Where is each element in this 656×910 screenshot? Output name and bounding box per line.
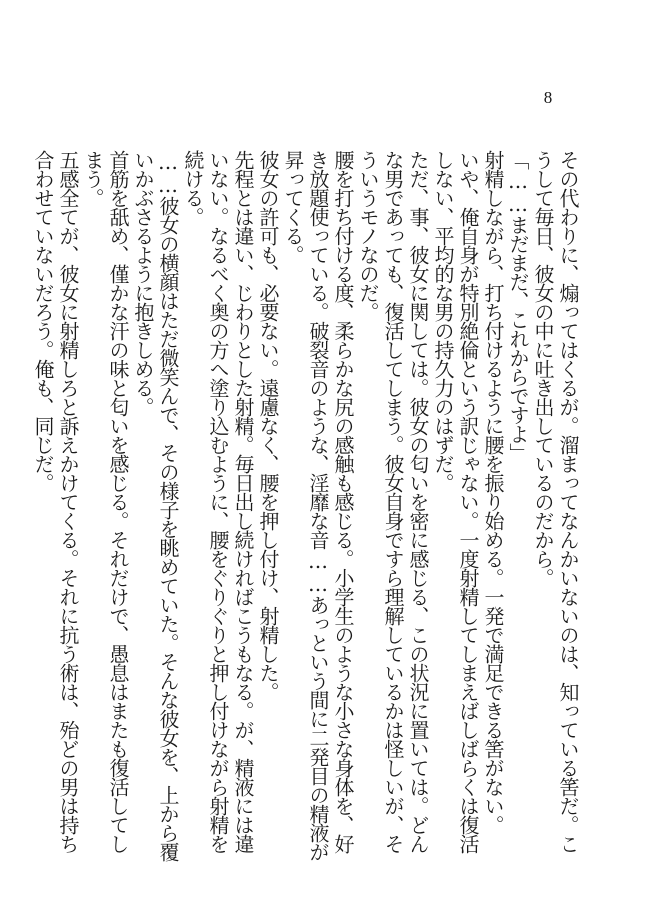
text-block (31, 150, 580, 870)
paragraph-1: その代わりに、煽ってはくるが。溜まってなんかいないのは、知っている筈だ。こうして毎日、彼女の中に吐き出しているのだから。 (531, 150, 580, 853)
paragraph-3: 射精しながら、打ち付けるように腰を振り始める。一発で満足できる筈がない。 (481, 150, 505, 834)
paragraph-10: 首筋を舐め、僅かな汗の味と匂いを感じる。それだけで、愚息はまたも復活してしまう。 (81, 150, 130, 853)
vertical-text-body (31, 150, 580, 870)
paragraph-9: ……彼女の横顔はただ微笑んで、その様子を眺めていた。そんな彼女を、上から覆いかぶさるように抱きしめる。 (131, 150, 180, 861)
page-number: 8 (543, 88, 553, 107)
paragraph-6: 腰を打ち付ける度、柔らかな尻の感触も感じる。小学生のような小さな身体を、好き放題使っている。破裂音のような、淫靡な音……あっという間に二発目の精液が昇ってくる。 (281, 150, 355, 861)
paragraph-5: ただ、事、彼女に関しては。彼女の匂いを密に感じる、この状況に置いては。どんな男であっても、復活してしまう。彼女自身ですら理解しているかは怪しいが、そういうモノなのだ。 (356, 150, 430, 853)
paragraph-2: 「……まだまだ、これからですよ」 (506, 150, 530, 462)
paragraph-7: 彼女の許可も、必要ない。遠慮なく、腰を押し付け、射精した。 (256, 150, 280, 701)
paragraph-8: 先程とは違い、じわりとした射精。毎日出し続ければこうもなる。が、精液には違いない。なるべく奥の方へ塗り込むように、腰をぐりぐりと押し付けながら射精を続ける。 (181, 150, 255, 853)
paragraph-4: いや、俺自身が特別絶倫という訳じゃない。一度射精してしまえばしばらくは復活しない、平均的な男の持久力のはずだ。 (431, 150, 480, 853)
paragraph-11: 五感全てが、彼女に射精しろと訴えかけてくる。それに抗う術は、殆どの男は持ち合わせていないだろう。俺も、同じだ。 (31, 150, 80, 853)
